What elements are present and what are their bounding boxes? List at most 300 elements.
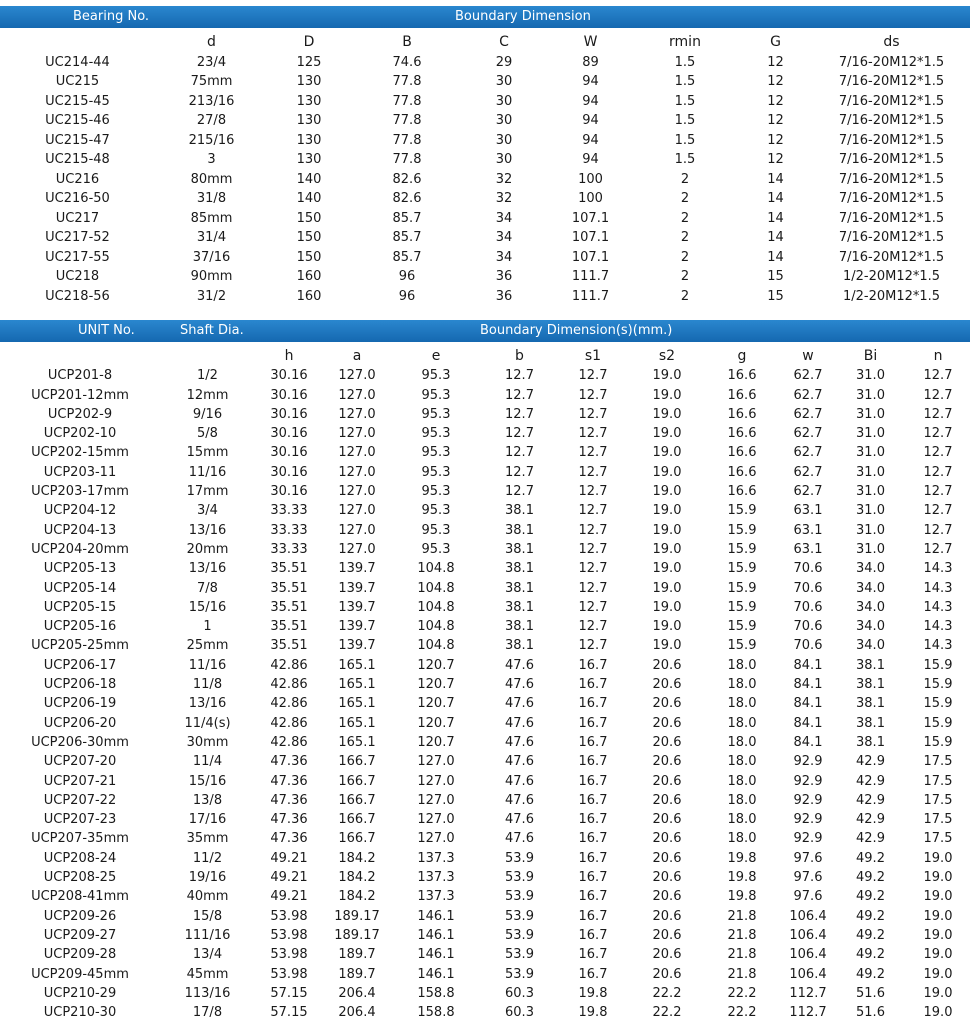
table-cell: 120.7 [417, 715, 455, 731]
unit-part-number: UCP202-9 [47, 406, 113, 422]
table-cell: 166.7 [338, 812, 376, 828]
table-cell: 95.3 [421, 522, 451, 538]
table-cell: 30.16 [270, 406, 308, 422]
table-cell: 7/16-20M12*1.5 [838, 113, 945, 128]
table-cell: 37/16 [192, 249, 231, 265]
table-cell: 14.3 [923, 638, 953, 654]
table-cell: 60.3 [505, 1005, 534, 1021]
table-cell: 34 [495, 210, 513, 226]
table-cell: 31.0 [856, 503, 885, 519]
table-row [0, 1003, 973, 1022]
table-cell: 20.6 [652, 831, 682, 847]
table-cell: 127.0 [338, 484, 376, 500]
table-cell: 31/2 [196, 288, 227, 304]
table-cell: 95.3 [421, 406, 451, 422]
table-cell: 30 [495, 132, 513, 148]
table-cell: 31.0 [856, 541, 885, 557]
table-cell: 130 [296, 152, 322, 167]
bearing-column-header-row [0, 33, 965, 53]
bearing-part-number: UC215-48 [45, 152, 110, 167]
table-cell: 31.0 [856, 368, 885, 384]
bearing-column-header: d [207, 34, 216, 50]
table-cell: 16.7 [578, 947, 608, 963]
table-cell: 30.16 [270, 445, 308, 461]
unit-part-number: UCP205-16 [43, 619, 117, 635]
table-cell: 1.5 [674, 132, 696, 148]
table-cell: 47.6 [505, 677, 534, 693]
table-cell: 38.1 [856, 677, 885, 693]
table-cell: 35mm [186, 831, 229, 847]
table-cell: 137.3 [417, 889, 455, 905]
table-cell: 12.7 [923, 522, 953, 538]
table-cell: 7/16-20M12*1.5 [838, 230, 945, 245]
table-cell: 45mm [186, 966, 229, 982]
table-cell: 77.8 [392, 74, 422, 89]
table-cell: 47.6 [505, 734, 534, 750]
table-cell: 18.0 [727, 812, 757, 828]
table-cell: 96 [398, 269, 416, 284]
table-cell: 19.8 [727, 889, 757, 905]
unit-column-header: Bi [863, 348, 878, 364]
table-cell: 38.1 [856, 696, 885, 712]
table-cell: 127.0 [338, 503, 376, 519]
table-cell: 12.7 [505, 445, 534, 461]
table-cell: 104.8 [417, 580, 455, 596]
unit-part-number: UCP205-15 [43, 599, 117, 615]
unit-no-heading: UNIT No. [78, 323, 135, 338]
table-row [0, 482, 973, 501]
unit-part-number: UCP201-12mm [31, 387, 129, 403]
table-cell: 62.7 [793, 445, 823, 461]
table-cell: 30.16 [270, 464, 308, 480]
table-cell: 49.2 [856, 889, 885, 905]
table-cell: 14 [767, 171, 784, 187]
table-cell: 100 [578, 171, 603, 187]
table-row [0, 714, 973, 733]
unit-column-header: h [284, 348, 294, 364]
table-cell: 35.51 [270, 561, 308, 577]
table-cell: 104.8 [417, 599, 455, 615]
table-cell: 12.7 [923, 387, 953, 403]
table-cell: 139.7 [338, 638, 376, 654]
table-cell: 16.7 [578, 696, 608, 712]
table-row [0, 694, 973, 713]
table-cell: 38.1 [505, 580, 534, 596]
table-cell: 16.6 [727, 445, 757, 461]
table-cell: 16.6 [727, 484, 757, 500]
table-cell: 95.3 [421, 426, 451, 442]
table-cell: 47.6 [505, 715, 534, 731]
table-cell: 17.5 [923, 754, 953, 770]
table-cell: 49.2 [856, 850, 885, 866]
table-cell: 120.7 [417, 734, 455, 750]
table-cell: 12.7 [505, 368, 534, 384]
table-cell: 7/16-20M12*1.5 [838, 191, 945, 206]
table-cell: 16.7 [578, 850, 608, 866]
table-cell: 38.1 [856, 715, 885, 731]
table-cell: 12.7 [923, 541, 953, 557]
table-cell: 12 [767, 152, 784, 167]
table-cell: 17.5 [923, 773, 953, 789]
table-cell: 31.0 [856, 464, 885, 480]
table-cell: 31.0 [856, 484, 885, 500]
table-cell: 12.7 [505, 406, 534, 422]
table-cell: 2 [680, 171, 690, 187]
table-cell: 139.7 [338, 599, 376, 615]
table-cell: 12.7 [578, 503, 608, 519]
table-cell: 112.7 [789, 1005, 827, 1021]
table-row [0, 907, 973, 926]
table-cell: 77.8 [392, 93, 422, 109]
unit-part-number: UCP208-25 [43, 870, 117, 886]
table-cell: 42.86 [270, 734, 308, 750]
table-cell: 7/8 [197, 580, 218, 596]
bearing-dimension-table [0, 33, 965, 306]
table-cell: 127.0 [338, 522, 376, 538]
table-cell: 111.7 [571, 269, 610, 284]
table-cell: 42.86 [270, 677, 308, 693]
table-cell: 19.8 [727, 850, 757, 866]
table-cell: 53.9 [505, 927, 534, 943]
table-cell: 82.6 [392, 171, 422, 187]
table-row [0, 579, 973, 598]
unit-part-number: UCP206-19 [43, 696, 117, 712]
table-cell: 165.1 [338, 657, 376, 673]
table-cell: 165.1 [338, 734, 376, 750]
table-cell: 35.51 [270, 638, 308, 654]
table-row [0, 887, 973, 906]
table-cell: 13/16 [188, 561, 227, 577]
table-cell: 165.1 [338, 677, 376, 693]
table-cell: 12.7 [923, 484, 953, 500]
table-cell: 12.7 [578, 599, 608, 615]
table-cell: 18.0 [727, 831, 757, 847]
table-cell: 84.1 [793, 715, 823, 731]
table-cell: 94 [582, 74, 599, 89]
table-cell: 14.3 [923, 580, 953, 596]
table-cell: 16.7 [578, 754, 608, 770]
unit-part-number: UCP206-17 [43, 657, 117, 673]
table-cell: 34 [495, 230, 513, 245]
table-cell: 77.8 [392, 113, 422, 128]
table-cell: 49.2 [856, 927, 885, 943]
table-cell: 7/16-20M12*1.5 [838, 210, 945, 226]
table-row [0, 287, 965, 307]
table-cell: 100 [578, 191, 603, 206]
bearing-column-header: D [303, 34, 315, 50]
table-cell: 16.7 [578, 734, 608, 750]
unit-part-number: UCP205-14 [43, 580, 117, 596]
table-cell: 20.6 [652, 812, 682, 828]
table-cell: 38.1 [505, 638, 534, 654]
unit-part-number: UCP209-28 [43, 947, 117, 963]
table-row [0, 424, 973, 443]
table-cell: 20mm [186, 541, 229, 557]
table-cell: 16.7 [578, 831, 608, 847]
table-cell: 70.6 [793, 580, 823, 596]
unit-column-header: a [352, 348, 362, 364]
table-cell: 20.6 [652, 715, 682, 731]
table-cell: 47.6 [505, 754, 534, 770]
table-cell: 158.8 [417, 985, 455, 1001]
table-cell: 16.7 [578, 773, 608, 789]
table-cell: 42.9 [856, 812, 885, 828]
table-cell: 19.0 [652, 406, 682, 422]
table-cell: 15.9 [923, 715, 953, 731]
table-cell: 12 [767, 113, 784, 128]
table-cell: 62.7 [793, 426, 823, 442]
table-row [0, 209, 965, 229]
table-cell: 34.0 [856, 580, 885, 596]
table-cell: 84.1 [793, 734, 823, 750]
table-cell: 94 [582, 93, 599, 109]
table-cell: 38.1 [856, 657, 885, 673]
table-cell: 60.3 [505, 985, 534, 1001]
table-cell: 36 [495, 269, 513, 284]
table-cell: 16.7 [578, 715, 608, 731]
bearing-header-band [0, 6, 970, 28]
table-row [0, 228, 965, 248]
table-cell: 7/16-20M12*1.5 [838, 132, 945, 148]
table-cell: 11/4(s) [184, 715, 231, 731]
table-cell: 42.86 [270, 715, 308, 731]
table-cell: 47.36 [270, 754, 308, 770]
table-row [0, 945, 973, 964]
table-cell: 63.1 [793, 522, 823, 538]
table-cell: 12.7 [923, 445, 953, 461]
table-cell: 16.7 [578, 657, 608, 673]
table-cell: 70.6 [793, 599, 823, 615]
table-cell: 95.3 [421, 484, 451, 500]
table-cell: 9/16 [192, 406, 223, 422]
table-cell: 16.7 [578, 927, 608, 943]
unit-column-header: s2 [658, 348, 676, 364]
table-row [0, 92, 965, 112]
table-cell: 30.16 [270, 387, 308, 403]
table-row [0, 636, 973, 655]
table-cell: 127.0 [338, 387, 376, 403]
table-cell: 12.7 [505, 387, 534, 403]
bearing-column-header: W [583, 34, 598, 50]
boundary-dimensions-mm-heading: Boundary Dimension(s)(mm.) [480, 323, 673, 338]
table-cell: 2 [680, 210, 690, 226]
table-cell: 158.8 [417, 1005, 455, 1021]
bearing-column-header: G [770, 34, 781, 50]
bearing-column-header: ds [883, 34, 900, 50]
table-cell: 30 [495, 152, 513, 167]
unit-part-number: UCP207-35mm [31, 831, 129, 847]
table-cell: 18.0 [727, 734, 757, 750]
table-cell: 1.5 [674, 113, 696, 128]
table-cell: 15 [767, 288, 784, 304]
table-cell: 49.2 [856, 966, 885, 982]
table-cell: 12.7 [578, 522, 608, 538]
table-cell: 120.7 [417, 696, 455, 712]
table-cell: 15.9 [727, 503, 757, 519]
table-cell: 104.8 [417, 619, 455, 635]
table-cell: 31.0 [856, 406, 885, 422]
table-cell: 38.1 [505, 503, 534, 519]
table-cell: 19.0 [923, 985, 953, 1001]
table-cell: 27/8 [196, 113, 227, 128]
table-cell: 19.0 [652, 368, 682, 384]
table-cell: 12.7 [578, 426, 608, 442]
bearing-part-number: UC215-47 [45, 132, 110, 148]
table-cell: 70.6 [793, 638, 823, 654]
table-row [0, 733, 973, 752]
table-cell: 19/16 [188, 870, 227, 886]
table-cell: 47.6 [505, 792, 534, 808]
table-cell: 12.7 [923, 406, 953, 422]
table-cell: 19.0 [652, 580, 682, 596]
table-cell: 206.4 [338, 985, 376, 1001]
table-cell: 70.6 [793, 619, 823, 635]
table-cell: 11/16 [188, 657, 227, 673]
table-cell: 30 [495, 93, 513, 109]
table-cell: 150 [296, 230, 322, 245]
unit-part-number: UCP205-13 [43, 561, 117, 577]
table-cell: 22.2 [727, 1005, 757, 1021]
table-row [0, 752, 973, 771]
unit-part-number: UCP206-20 [43, 715, 117, 731]
table-row [0, 248, 965, 268]
table-cell: 17/16 [188, 812, 227, 828]
table-cell: 140 [296, 191, 322, 206]
table-row [0, 829, 973, 848]
table-cell: 25mm [186, 638, 229, 654]
table-cell: 31/4 [196, 230, 227, 245]
table-cell: 160 [296, 288, 322, 304]
table-cell: 11/16 [188, 464, 227, 480]
unit-part-number: UCP201-8 [47, 368, 113, 384]
table-cell: 36 [495, 288, 513, 304]
table-cell: 95.3 [421, 503, 451, 519]
table-cell: 42.9 [856, 773, 885, 789]
table-cell: 82.6 [392, 191, 422, 206]
table-cell: 33.33 [270, 503, 308, 519]
table-cell: 12.7 [923, 368, 953, 384]
unit-part-number: UCP203-17mm [31, 484, 129, 500]
table-cell: 38.1 [856, 734, 885, 750]
bearing-part-number: UC217 [55, 210, 100, 226]
table-cell: 80mm [190, 171, 233, 187]
table-row [0, 386, 973, 405]
table-cell: 53.9 [505, 966, 534, 982]
table-cell: 30 [495, 74, 513, 89]
table-cell: 140 [296, 171, 322, 187]
table-cell: 35.51 [270, 599, 308, 615]
table-cell: 20.6 [652, 657, 682, 673]
table-cell: 35.51 [270, 580, 308, 596]
table-cell: 104.8 [417, 561, 455, 577]
table-cell: 139.7 [338, 619, 376, 635]
table-cell: 53.98 [270, 947, 308, 963]
unit-part-number: UCP202-10 [43, 426, 117, 442]
table-cell: 34 [495, 249, 513, 265]
table-cell: 20.6 [652, 870, 682, 886]
table-cell: 47.6 [505, 812, 534, 828]
table-cell: 97.6 [793, 889, 823, 905]
table-cell: 3 [207, 152, 216, 167]
table-cell: 20.6 [652, 966, 682, 982]
unit-part-number: UCP205-25mm [31, 638, 129, 654]
table-cell: 11/2 [192, 850, 223, 866]
table-cell: 137.3 [417, 850, 455, 866]
bearing-column-header: rmin [669, 34, 701, 50]
table-cell: 33.33 [270, 541, 308, 557]
table-cell: 84.1 [793, 657, 823, 673]
table-cell: 184.2 [338, 889, 376, 905]
table-cell: 18.0 [727, 696, 757, 712]
table-cell: 11/4 [192, 754, 223, 770]
table-cell: 34.0 [856, 638, 885, 654]
table-cell: 15 [767, 269, 784, 284]
table-cell: 111.7 [571, 288, 610, 304]
unit-part-number: UCP206-30mm [31, 734, 129, 750]
table-cell: 189.7 [338, 947, 376, 963]
table-cell: 15.9 [727, 638, 757, 654]
table-cell: 38.1 [505, 541, 534, 557]
table-cell: 19.0 [652, 541, 682, 557]
bearing-part-number: UC215-45 [45, 93, 110, 109]
table-row [0, 463, 973, 482]
bearing-part-number: UC215-46 [45, 113, 110, 128]
table-cell: 20.6 [652, 773, 682, 789]
table-cell: 51.6 [856, 985, 885, 1001]
table-cell: 47.6 [505, 831, 534, 847]
table-cell: 13/4 [192, 947, 223, 963]
unit-part-number: UCP202-15mm [31, 445, 129, 461]
table-cell: 85.7 [392, 230, 422, 245]
table-cell: 127.0 [417, 812, 455, 828]
table-cell: 1/2 [197, 368, 218, 384]
table-cell: 18.0 [727, 715, 757, 731]
table-cell: 12 [767, 132, 784, 148]
table-cell: 96 [398, 288, 416, 304]
table-cell: 7/16-20M12*1.5 [838, 74, 945, 89]
table-cell: 18.0 [727, 657, 757, 673]
table-row [0, 521, 973, 540]
unit-part-number: UCP207-22 [43, 792, 117, 808]
unit-column-header [160, 347, 255, 366]
table-cell: 1.5 [674, 152, 696, 167]
bearing-part-number: UC217-55 [45, 249, 110, 265]
table-cell: 17.5 [923, 792, 953, 808]
table-cell: 111/16 [184, 927, 231, 943]
table-cell: 34.0 [856, 561, 885, 577]
table-cell: 14.3 [923, 561, 953, 577]
table-cell: 1.5 [674, 93, 696, 109]
table-cell: 19.0 [652, 561, 682, 577]
table-cell: 2 [680, 191, 690, 206]
table-cell: 107.1 [571, 249, 610, 265]
table-cell: 38.1 [505, 522, 534, 538]
unit-column-header: s1 [584, 348, 602, 364]
unit-part-number: UCP204-20mm [31, 541, 129, 557]
table-cell: 30 [495, 113, 513, 128]
table-cell: 12.7 [505, 464, 534, 480]
table-cell: 15.9 [923, 677, 953, 693]
table-row [0, 598, 973, 617]
table-cell: 53.9 [505, 908, 534, 924]
table-cell: 21.8 [727, 908, 757, 924]
table-cell: 35.51 [270, 619, 308, 635]
table-cell: 47.36 [270, 831, 308, 847]
table-cell: 19.0 [923, 850, 953, 866]
table-cell: 2 [680, 249, 690, 265]
table-cell: 53.98 [270, 966, 308, 982]
table-cell: 11/8 [192, 677, 223, 693]
